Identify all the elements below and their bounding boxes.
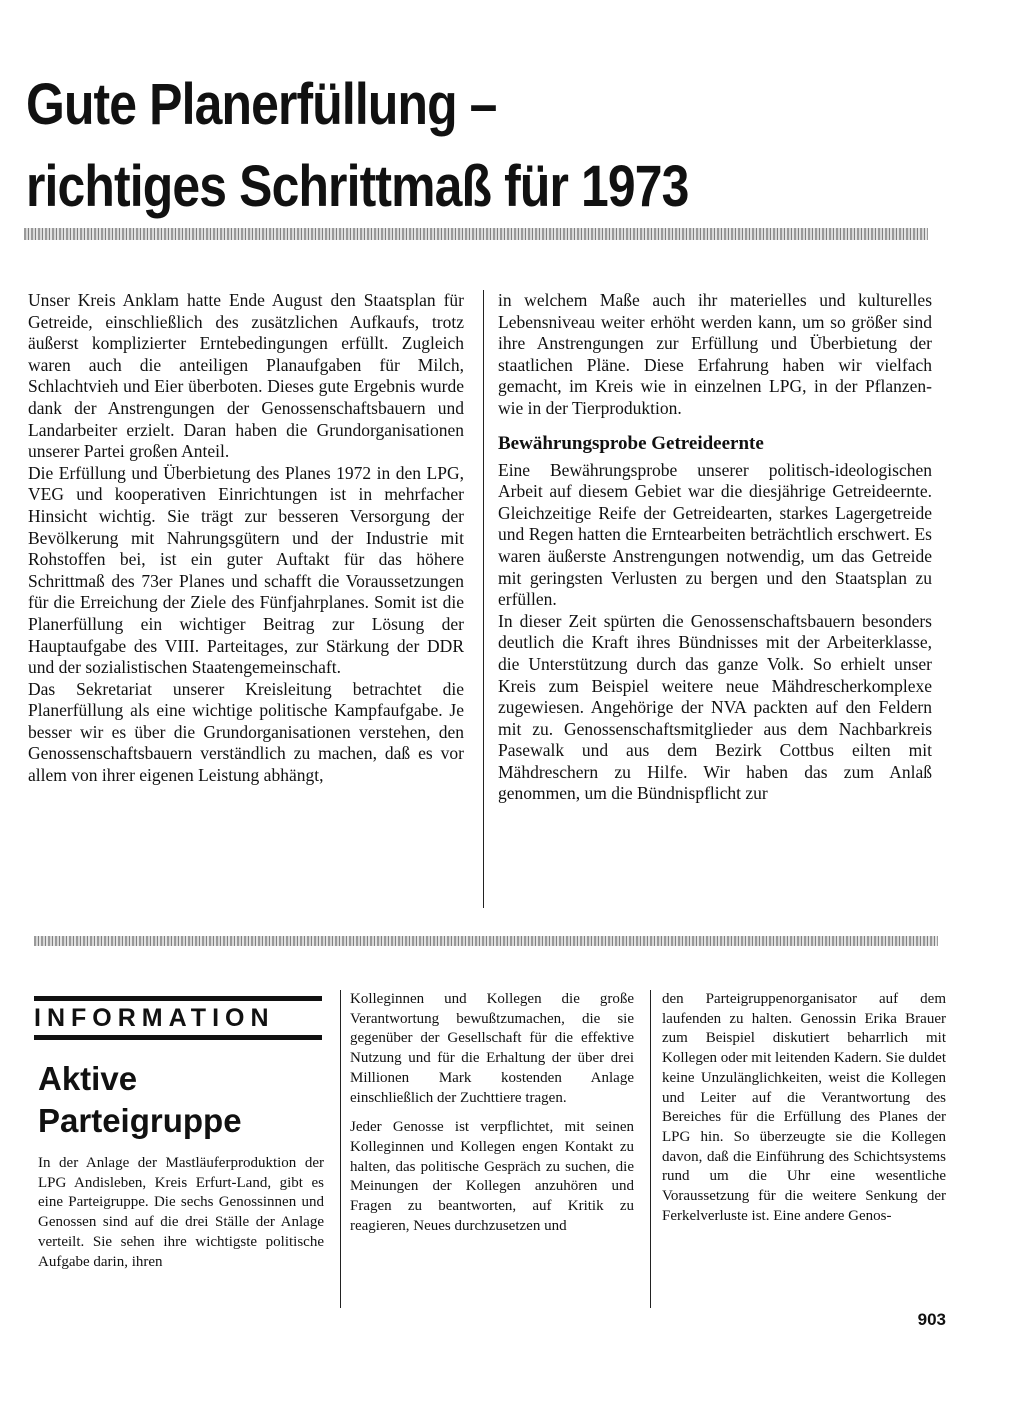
headline-line-1: Gute Planerfüllung –	[26, 72, 497, 137]
article-column-1	[28, 290, 464, 787]
top-divider	[24, 228, 928, 240]
article-column-2	[498, 290, 932, 805]
info-title-line-1: Aktive	[38, 1060, 138, 1097]
info-column-divider-1	[340, 990, 341, 1308]
information-banner	[34, 996, 322, 1040]
info-title-line-2: Parteigruppe	[38, 1102, 242, 1139]
info-paragraph: In der Anlage der Mastläuferproduktion der LPG Andisleben, Kreis Erfurt-Land, gibt es eine Parteigruppe. Die sechs Genossinnen und Genossen sind auf die drei Ställe der Anlage verteilt. Sie sehen ihre wichtigste politische Aufgabe darin, ihren	[38, 1155, 324, 1270]
subheading: Bewährungsprobe Getreideernte	[498, 432, 764, 454]
info-paragraph: Kolleginnen und Kollegen die große Verantwortung bewußtzumachen, die sie gegenüber der Gesellschaft für die effektive Nutzung und für die Erhaltung der über drei Millionen Mark kostenden Anlage einschließlich der Zuchttiere tragen.	[350, 991, 634, 1106]
info-column-2	[350, 990, 634, 1236]
headline	[26, 64, 800, 228]
info-paragraph: Jeder Genosse ist verpflichtet, mit seinen Kolleginnen und Kollegen engen Kontakt zu halten, das politische Gespräch zu suchen, die Meinungen der Kollegen anzuhören und Fragen zu beantworten, auf Kritik zu reagieren, Neues durchzusetzen und	[350, 1119, 634, 1234]
headline-line-2: richtiges Schrittmaß für 1973	[26, 154, 689, 219]
info-title	[38, 1058, 242, 1142]
info-column-divider-2	[650, 990, 651, 1308]
page-number: 903	[917, 1310, 946, 1329]
info-column-1	[38, 1154, 324, 1272]
article-paragraph: Unser Kreis Anklam hatte Ende August den Staatsplan für Getreide, einschließlich des zusätzlichen Aufkaufs, trotz äußerst komplizierter Erntebedingungen erfüllt. Zugleich waren auch die anteiligen Planaufgaben für Milch, Schlachtvieh und Eier überboten. Dieses gute Ergebnis wurde dank der Anstrengungen der Genossenschaftsbauern und Landarbeiter erzielt. Daran haben die Grundorganisationen unserer Partei großen Anteil.	[28, 290, 464, 462]
article-paragraph: in welchem Maße auch ihr materielles und kulturelles Lebensniveau weiter erhöht werden kann, um so größer sind ihre Anstrengungen zur Erfüllung und Überbietung der staatlichen Pläne. Diese Erfahrung haben wir vielfach gemacht, im Kreis wie in einzelnen LPG, in der Pflanzen- wie in der Tierproduktion.	[498, 290, 932, 418]
column-divider	[483, 290, 484, 908]
information-label: INFORMATION	[34, 1003, 275, 1032]
article-paragraph: Das Sekretariat unserer Kreisleitung betrachtet die Planerfüllung als eine wichtige politische Kampfaufgabe. Je besser wir es über die Grundorganisationen verstehen, den Genossenschaftsbauern verständlich zu machen, daß es vor allem von ihrer eigenen Leistung abhängt,	[28, 678, 464, 786]
article-paragraph: Die Erfüllung und Überbietung des Planes 1972 in den LPG, VEG und kooperativen Einrichtungen ist in mehrfacher Hinsicht wichtig. Sie trägt zur besseren Versorgung der Bevölkerung mit Nahrungsgütern und der Industrie mit Rohstoffen bei, ist ein guter Auftakt für das höhere Schrittmaß des 73er Planes und schafft die Voraussetzungen für die Erreichung der Ziele des Fünfjahrplanes. Somit ist die Planerfüllung ein wichtiger Beitrag zur Lösung der Hauptaufgabe des VIII. Parteitages, zur Stärkung der DDR und der sozialistischen Staatengemeinschaft.	[28, 462, 464, 678]
info-column-3	[662, 990, 946, 1226]
article-paragraph: Eine Bewährungsprobe unserer politisch-ideologischen Arbeit auf diesem Gebiet war die diesjährige Getreideernte. Gleichzeitige Reife der Getreidearten, starkes Lagergetreide und Regen hatten die Erntearbeiten beträchtlich erschwert. Es waren äußerste Anstrengungen notwendig, um das Getreide mit geringsten Verlusten zu bergen und den Staatsplan zu erfüllen.	[498, 459, 932, 610]
info-paragraph: den Parteigruppenorganisator auf dem laufenden zu halten. Genossin Erika Brauer zum Beispiel diskutiert beharrlich mit Kollegen oder mit leitenden Kadern. Sie duldet keine Unzulänglichkeiten, weist die Kollegen und Leiter auf die Verantwortung des Bereiches für die Erfüllung des Planes der LPG hin. So überzeugte sie die Kollegen davon, daß die Einführung des Schichtsystems rund um die Uhr eine wesentliche Voraussetzung für die weitere Senkung der Ferkelverluste ist. Eine andere Genos-	[662, 991, 946, 1224]
bottom-divider	[34, 936, 938, 946]
article-paragraph: In dieser Zeit spürten die Genossenschaftsbauern besonders deutlich die Kraft ihres Bündnisses mit der Arbeiterklasse, die Unterstützung durch das ganze Volk. So erhielt unser Kreis zum Beispiel weitere neue Mähdrescherkomplexe zugewiesen. Angehörige der NVA packten auf den Feldern mit zu. Genossenschaftsmitglieder aus dem Nachbarkreis Pasewalk und aus dem Bezirk Cottbus eilten mit Mähdreschern zu Hilfe. Wir haben das zum Anlaß genommen, um die Bündnispflicht zur	[498, 610, 932, 804]
